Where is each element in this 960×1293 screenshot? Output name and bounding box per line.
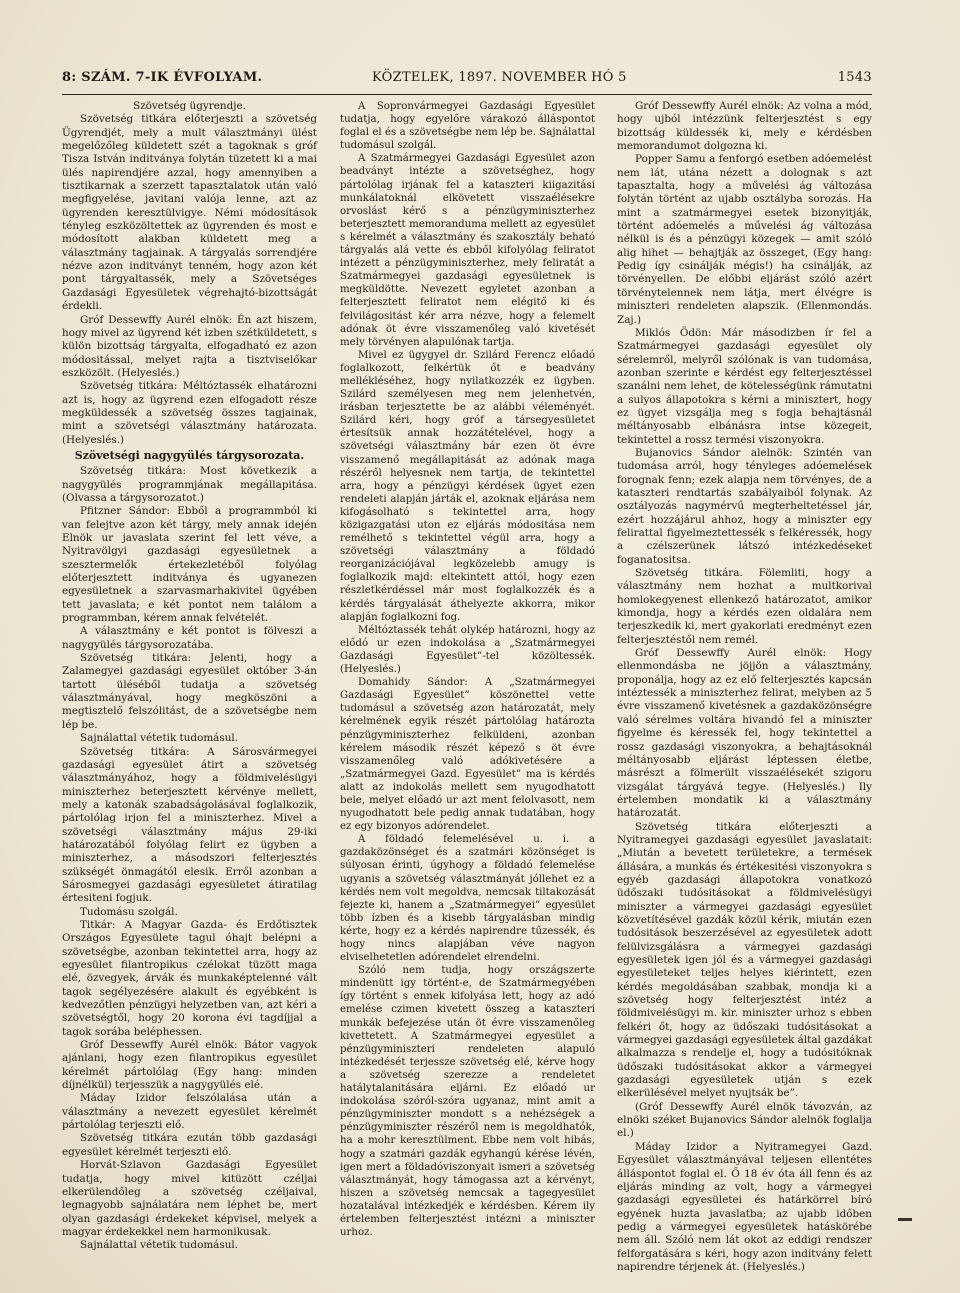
paragraph: Horvát-Szlavon Gazdasági Egyesület tudatja, hogy mivel kitüzött czéljai elkerülendőleg a szövetség czéljaival, legnagyobb sajnálatára nem léphet be, mert olyan gazdasági érdekeket képvisel, melyek a magyar érdekekkel nem harmonikusak. — [62, 1159, 317, 1238]
paragraph: Sajnálattal vétetik tudomásul. — [80, 1239, 239, 1252]
paragraph: Szövetség titkára előterjeszti a szövetség Ügyrendjét, mely a mult választmányi ülést megelőzőleg küldetett szét a tagoknak s gróf Tisza István inditványa folytán tüzetett ki a mai ülés napirendjére azzal, hogy amennyiben a tisztikarnak a szerzett tapasztalatok után való megfigyelése, javitani valója lenne, azt az ügyrenden keresztülvigye. Némi módosítások tényleg eszközöltettek az ügyrenden és most e módosított alakban küldetett meg a választmány tagjainak. A tárgyalás sorrendjére nézve azon inditványt tenném, hogy azon két pont tárgyaltassék, mely a Szövetséges Gazdasági Egyesületek végrehajtó-bizottságát érdekli. — [62, 113, 317, 313]
header-rule — [62, 94, 872, 95]
paragraph: A Szatmármegyei Gazdasági Egyesület azon beadványt intézte a szövetséghez, hogy pártolólag irjának fel a kataszteri kiigazitási munkálatoknál elkövetett visszaélésekre orvoslást kérő s a pénzügyminiszterhez beterjesztett memoranduma mellett az egyesület s kérelmét a választmány és szakosztály beható tárgyalás alá vette és ebből kifolyólag feliratot intézett a pénzügyminiszterhez, mely feliratát a Szatmármegyei gazdasági egyesületnek is megküldötte. Nevezett egyletet azonban a felterjesztett feliratot nem elégitő ki és felvilágositást kér arra nézve, hogy a felemelt adónak öt évre visszamenőleg való kivetését mely törvényen alapulónak tartja. — [340, 153, 595, 348]
section-title: Szövetség ügyrendje. — [133, 100, 246, 112]
paragraph: Gróf Dessewffy Aurél elnök: Bátor vagyok ajánlani, hogy ezen filantropikus egyesület kérelmét pártolólag (Egy hang: minden díjnélkül) terjesszük a nagygyülés elé. — [62, 1039, 317, 1092]
column-2 — [340, 100, 595, 1239]
paragraph: A Sopronvármegyei Gazdasági Egyesület tudatja, hogy egyelőre várakozó álláspontot foglal el és a szövetségbe nem lép be. Sajnálattal tudomásul szolgál. — [340, 101, 595, 152]
paragraph: Miklós Ödön: Már másodizben ír fel a Szatmármegyei gazdasági egyesület oly sérelemről, melyről szólónak is van tudomása, azonban szerinte e kérdést egy felterjesztéssel szanálni nem lehet, de kötelességünk rámutatni a sulyos állapotokra s kérni a minisztert, hogy ez ügyet vizsgálja meg s fogja behajtásnál méltányosabb elbánásra intse közegeit, tekintettel a rossz termési viszonyokra. — [617, 326, 872, 446]
paragraph: Máday Izidor a Nyitramegyei Gazd. Egyesület választmányával teljesen ellentétes álláspontot foglal el. Ő 18 év óta áll fenn és az eljárás minding az volt, hogy a vármegyei gazdasági egyesületei és határkörrel bíró egyének huzta javaslatba; az ujabb időben pedig a vármegyei egyesületek hatáskörébe nem áll. Szóló nem lát okot az eddigi rendszer felforgatására s kéri, hogy azon inditvány felett napirendre térjenek át. (Helyeslés.) — [617, 1140, 872, 1273]
paragraph: Domahidy Sándor: A „Szatmármegyei Gazdasági Egyesület” köszönettel vette tudomásul a szövetség azon határozatát, mely kérelmének egyik részét pártolólag határozta pénzügyminiszterhez felküldeni, azonban kérelem második részét képező s öt évre visszamenőleg való adókivetésére a „Szatmármegyei Gazd. Egyesület” ma is kérdés alatt az indokolás mellett sem nyugodhatott bele, melyet előadó ur azt ment felolvasott, nem nyugodhatott bele pedig annak tudatában, hogy ez egy bizonyos adórendelet. — [340, 677, 595, 833]
paragraph: Szövetség titkára: Jelenti, hogy a Zalamegyei gazdasági egyesület október 3-án tartott üléséből tudatja a szövetség választmányával, hogy megköszöni a megtisztelő felszólitást, de a szövetségbe nem lép be. — [62, 652, 317, 731]
paragraph: Szövetség titkára ezután több gazdasági egyesület kérelmét terjeszti elő. — [62, 1132, 317, 1158]
paragraph: Mivel ez ügygyel dr. Szilárd Ferencz előadó foglalkozott, felkértük őt e beadvány mellékléséhez, hogy nyilatkozzék ez ügyben. Szilárd személyesen meg nem jelenhetvén, irásban terjesztette be az alábbi véleményét. Szilárd kéri, hogy gróf a társegyesületet értesítsük annak hozzátételével, hogy a szövetségi választmány bár ezen öt évre visszamenő megállapitását az adónak maga részéről helyesnek nem tartja, de tekintettel arra, hogy a pénzügyi kérdések ügyet ezen rendeleti alapján járták el, azoknak eljárása nem kifogásolható s tekintettel arra, hogy közigazgatási uton ez eljárás módositása nem remélhető s tekintettel végül arra, hogy a szövetségi választmány a földadó reorganizációjával legközelebb amugy is foglalkozik majd: eltekintett attól, hogy ezen részletkérdéssel már most foglalkozzék és a kérdés tárgyalását áthelyezte akkorra, mikor alapján foglalkozni fog. — [340, 349, 595, 623]
section-title: Szövetségi nagygyülés tárgysorozata. — [74, 448, 305, 462]
column-3 — [617, 100, 872, 1274]
ink-mark — [898, 1218, 912, 1221]
paragraph: Szövetség titkára: Méltóztassék elhatározni azt is, hogy az ügyrend ezen elfogadott része megküldessék a szövetség összes tagjainak, mint a szövetségi választmány határozata. (Helyeslés.) — [62, 380, 317, 446]
paragraph: Szövetség titkára: Most következik a nagygyülés programmjának megállapitása. (Olvassa a tárgysorozatot.) — [62, 465, 317, 504]
paragraph: Popper Samu a fenforgó esetben adóemelést nem lát, utána nézett a dolognak s azt tapasztalta, hogy a művelési ág változása folytán történt az ujabb osztályba sorozás. Ha mint a szatmármegyei esetek bizonyitják, történt adóemelés a művelési ág változása nélkül is és a pénzügyi közegek — amit szóló alig hihet — behajtják az összeget, (Egy hang: Pedig így csinálják mégis!) ha csinálják, az törvényellen. De előbbi eljárást szóló azért törvénytelennek nem látja, mert élvégre is miniszteri rendeleten alapszik. (Ellenmondás. Zaj.) — [617, 153, 872, 326]
paragraph: Gróf Dessewffy Aurél elnök: Az volna a mód, hogy ujból intézzünk felterjesztést s egy bizottság küldessék ki, mely e kérdésben memorandumot dolgozna ki. — [617, 100, 872, 153]
paragraph: A földadó felemelésével u. i. a gazdaközönséget és a szatmári közönséget is súlyosan érinti, úgyhogy a földadó felemelése ugyanis a szövetség választmányát jóllehet ez a kérdés nem volt megoldva, nemcsak tiltakozását fejezte ki, hanem a „Szatmármegyei” egyesület több ízben és a kisebb tárgyalásban mindig kérte, hogy ez a kérdés napirendre tűzessék, és hogy nincs alapjában véve nagyon elviselhetetlen adórendelet elrendelni. — [340, 834, 595, 964]
paragraph: Pfitzner Sándor: Ebből a programmból ki van felejtve azon két tárgy, mely annak idején Elnök ur javaslata szerint fel lett véve, a Nyitravölgyi gazdasági egyesületnek a szesztermelők értekezletéből folyólag előterjesztett inditványa és ugyanezen egyesületnek a szarvasmarhakivitel ügyében tett javaslata; e két pontot nem találom a programmban, kérem annak felvételét. — [62, 505, 317, 625]
paragraph: Méltóztassék tehát olykép határozni, hogy az elődó ur ezen indokolása a „Szatmármegyei Gazdasági Egyesület”-tel közöltessék. (Helyeslés.) — [340, 624, 595, 676]
column-1 — [62, 100, 317, 1253]
paragraph: Bujanovics Sándor alelnök: Szintén van tudomása arról, hogy tényleges adóemelések forognak fenn; ezek alapja nem törvényes, de a kataszteri rendtartás szabályaiból folynak. Az osztályozás nagymérvű megterheltetéssel jár, ezért hozzájárul ahhoz, hogy a miniszter egy felirattal figyelmeztettessék s felkéressék, hogy a czélszerünek látszó intézkedéseket foganatositsa. — [617, 446, 872, 566]
page-header — [62, 70, 872, 92]
paragraph: Titkár: A Magyar Gazda- és Erdőtisztek Országos Egyesülete tagul óhajt belépni a szövetségbe, azonban tekintettel arra, hogy az egyesület filantropikus czélokat tüzött maga elé, özvegyek, árvák és munkaképtelenné vált tagok segélyezésére alakult és egyébként is kedvezőtlen pénzügyi helyzetben van, azt kéri a szövetségtől, hogy 20 korona évi tagdíjjal a tagok sorába beléphessen. — [62, 918, 317, 1038]
paragraph: A választmány e két pontot is fölveszi a nagygyülés tárgysorozatába. — [62, 625, 317, 651]
paragraph: Szövetség titkára: A Sárosvármegyei gazdasági egyesület átirt a szövetség választmányához, hogy a földmivelésügyi miniszterhez beterjesztett kérvénye mellett, mely a katonák szabadságolásával foglalkozik, pártolólag irjon fel a miniszterhez. Mivel a szövetségi választmány május 29-iki határozatából folyólag felirt ez ügyben a miniszterhez, a másodszori felterjesztés szükségét önmagától elesik. Erről azonban a Sárosmegyei gazdasági egyesületet átiratilag értesiteni fogjuk. — [62, 745, 317, 905]
paragraph: Sajnálattal vétetik tudomásul. — [80, 732, 239, 745]
paragraph: Szövetség titkára. Fölemliti, hogy a választmány nem hozhat a multkorival homlokegyenest ellenkező határozatot, amikor kimondja, hogy a kérdés ezen oldalára nem terjeszkedik ki, mert gyakorlati eredményt ezen felterjesztéstől nem remél. — [617, 567, 872, 646]
paragraph: (Gróf Dessewffy Aurél elnök távozván, az elnöki széket Bujanovics Sándor alelnök foglalja el.) — [617, 1100, 872, 1140]
page-number: 1543 — [837, 70, 872, 85]
paragraph: Gróf Dessewffy Aurél elnök: Én azt hiszem, hogy mivel az ügyrend két izben szétküldetett, s külön bizottság tárgyalta, elfogadható ez azon módositással, melyet rajta a tisztviselőkar eszközölt. (Helyeslés.) — [62, 313, 317, 379]
publication-date: KÖZTELEK, 1897. NOVEMBER HÓ 5 — [372, 70, 627, 85]
issue-number: 8: SZÁM. 7-IK ÉVFOLYAM. — [62, 70, 263, 85]
paragraph: Szóló nem tudja, hogy országszerte mindenütt igy történt-e, de Szatmármegyében így történt s ennek kifolyása lett, hogy az adó emelése czimen kivetett összeg a kataszteri munkák befejezése után öt évre visszamenőleg kivettetett. A Szatmármegyei egyesület a pénzügyminiszteri rendeleten alapuló intézkedését terjessze szövetség elé, kérve hogy a szövetség szerezze a rendeletet hatálytalanitására eljárni. Ez előadó ur indokolása szóról-szóra ugyanaz, mint amit a pénzügyminiszter mondott s a nehézségek a pénzügyminiszter részéről nem is megoldhatók, ha a mohr keresztülment. Ebbe nem volt hibás, hogy a szatmári gazdák egyhangú kérése lévén, igen mert a földadóviszonyait ismeri a szövetség választmányát, hogy támogassa azt a kérvényt, hiszen a szövetség nemcsak a tagegyesület hozatalával intézkedjék e kérdésben. Kérem ily értelemben felterjesztést intézni a miniszter urhoz. — [340, 965, 595, 1239]
paragraph: Tudomásu szolgál. — [80, 905, 178, 918]
paragraph: Gróf Dessewffy Aurél elnök: Hogy ellenmondásba ne jöjjön a választmány, proponálja, hogy az ez elő felterjesztés kapcsán intéztessék a miniszterhez felirat, melyben az 5 évre visszamenő kivetésnek a gazdaközönségre való sérelmes voltára hivandó fel a miniszter figyelme és kéressék fel, hogy tekintettel a rossz gazdasági viszonyokra, a behajtásoknál méltányosabb eljárást léptessen életbe, másrészt a fölmerült visszaélésekét szigoru vizsgálat tárgyává tegye. (Helyeslés.) Ily értelemben mondatik ki a választmány határozatát. — [617, 647, 872, 820]
paragraph: Szövetség titkára előterjeszti a Nyitramegyei gazdasági egyesület javaslatait: „Miután a bevetett területekre, a termések állására, a munkás és értékesitési viszonyokra s egyéb gazdasági állapotokra vonatkozó üdőszaki tudósitásokat a földmivelésügyi miniszter a vármegyei gazdasági egyesület közvetítésével gazdák közül kérik, miután ezen tudósitások beszerzésével az egyesületek adott felülvizsgálásra a vármegyei gazdasági egyesületek igen jól és a vármegyei gazdasági egyesületeket teljes helyes kiérintett, ezen kérdés megoldásában szabbak, mondja ki a szövetség hogy felterjesztést intéz a földmivelésügyi m. kir. miniszter urhoz s ebben felkéri őt, hogy az üdőszaki tudósitásokat a vármegyei gazdasági egyesületek által gazdákat alkalmazza s rendelje el, hogy a tudósitóknak üdőszaki tudósitásokat akkor a vármegyei gazdasági egyesületek utján s ezek elkerülésével melyet nyujtsák be”. — [617, 820, 872, 1100]
paragraph: Máday Izidor felszólalása után a választmány a nevezett egyesület kérelmét pártolólag terjeszti elő. — [62, 1092, 317, 1132]
